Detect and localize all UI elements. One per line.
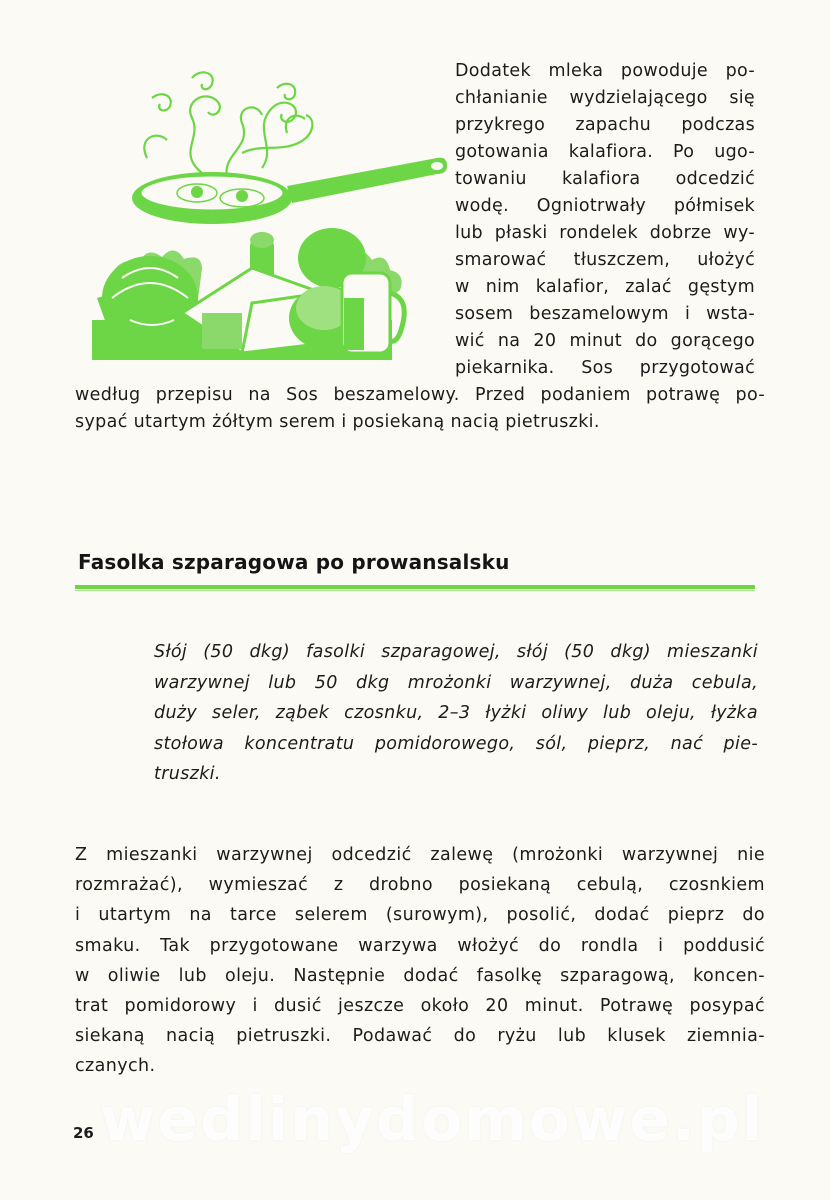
intro-line: Dodatek mleka powoduje po- (455, 61, 755, 81)
intro-line: gotowania kalafiora. Po ugo- (455, 142, 755, 162)
cooking-illustration (92, 58, 450, 368)
ingredients-line: duży seler, ząbek czosnku, 2–3 łyżki oliwy lub oleju, łyżka (154, 703, 758, 723)
intro-line: lub płaski rondelek dobrze wy- (455, 223, 755, 243)
ingredients-line: Słój (50 dkg) fasolki szparagowej, słój (50 dkg) mieszanki (154, 642, 758, 662)
method-line: trat pomidorowy i dusić jeszcze około 20 minut. Potrawę posypać (75, 995, 765, 1016)
intro-line: przykrego zapachu podczas (455, 115, 755, 135)
ingredients-list (154, 637, 758, 790)
ingredients-line: warzywnej lub 50 dkg mrożonki warzywnej, duża cebula, (154, 672, 758, 693)
ingredients-line: truszki. (154, 764, 221, 784)
method-paragraph (75, 840, 765, 1082)
page-number: 26 (73, 1124, 94, 1142)
method-line: smaku. Tak przygotowane warzywa włożyć do rondla i poddusić (75, 935, 765, 956)
title-underline-thin (75, 590, 755, 591)
recipe-title: Fasolka szparagowa po prowansalsku (78, 550, 510, 574)
intro-line: chłanianie wydzielającego się (455, 88, 755, 108)
method-line: w oliwie lub oleju. Następnie dodać fasolkę szparagową, koncen- (75, 965, 765, 986)
title-underline (75, 585, 755, 589)
intro-paragraph (455, 58, 755, 382)
ingredients-line: stołowa koncentratu pomidorowego, sól, pieprz, nać pie- (154, 733, 758, 754)
intro-line: wić na 20 minut do gorącego (455, 331, 755, 351)
intro-line: sypać utartym żółtym serem i posiekaną nacią pietruszki. (75, 412, 600, 432)
intro-line: piekarnika. Sos przygotować (455, 358, 755, 378)
intro-line: według przepisu na Sos beszamelowy. Przed podaniem potrawę po- (75, 385, 765, 405)
method-line: czanych. (75, 1056, 156, 1077)
watermark: wedlinydomowe.pl (100, 1085, 765, 1155)
intro-line: sosem beszamelowym i wsta- (455, 304, 755, 324)
method-line: siekaną nacią pietruszki. Podawać do ryżu lub klusek ziemnia- (75, 1026, 765, 1047)
intro-line: towaniu kalafiora odcedzić (455, 169, 755, 189)
intro-line: wodę. Ogniotrwały półmisek (455, 196, 755, 216)
method-line: rozmrażać), wymieszać z drobno posiekaną cebulą, czosnkiem (75, 875, 765, 896)
intro-paragraph-continued (75, 382, 765, 436)
method-line: Z mieszanki warzywnej odcedzić zalewę (mrożonki warzywnej nie (75, 845, 765, 865)
intro-line: w nim kalafior, zalać gęstym (455, 277, 755, 297)
method-line: i utartym na tarce selerem (surowym), posolić, dodać pieprz do (75, 905, 765, 926)
intro-line: smarować tłuszczem, ułożyć (455, 250, 755, 270)
